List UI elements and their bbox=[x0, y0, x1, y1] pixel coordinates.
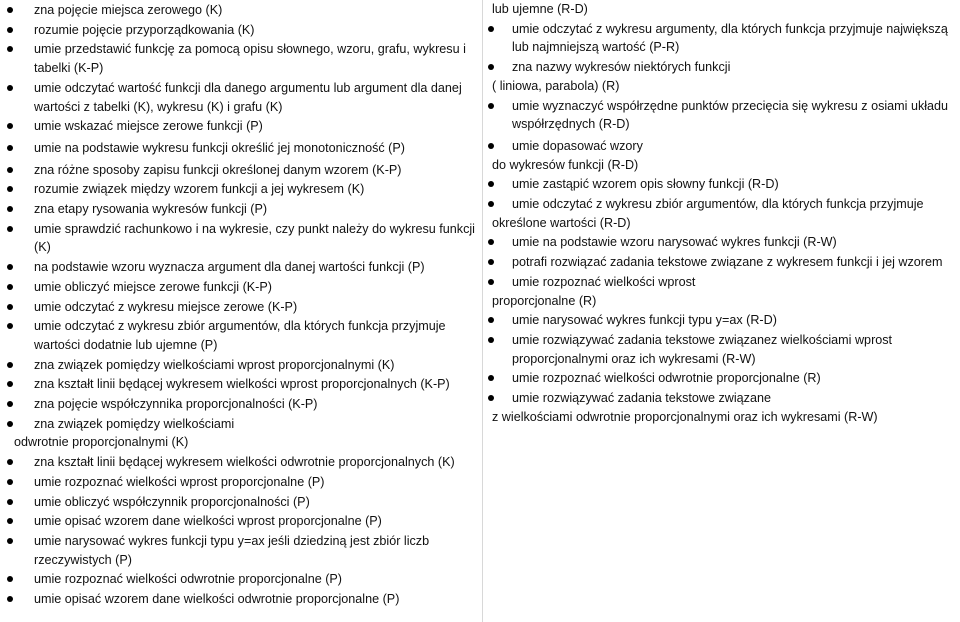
list-item: umie rozwiązywać zadania tekstowe związane bbox=[488, 389, 958, 408]
list-item: zna pojęcie współczynnika proporcjonalności (K-P) bbox=[0, 395, 478, 414]
list-item: umie przedstawić funkcję za pomocą opisu słownego, wzoru, grafu, wykresu i tabelki (K-P) bbox=[0, 40, 478, 77]
list-item-continuation: odwrotnie proporcjonalnymi (K) bbox=[14, 435, 189, 450]
list-item: umie wskazać miejsce zerowe funkcji (P) bbox=[0, 117, 478, 136]
list-item: umie obliczyć współczynnik proporcjonalności (P) bbox=[0, 493, 478, 512]
list-item: zna związek pomiędzy wielkościami bbox=[0, 415, 478, 434]
list-item: zna kształt linii będącej wykresem wielkości odwrotnie proporcjonalnych (K) bbox=[0, 453, 478, 472]
right-requirements-list bbox=[488, 0, 958, 426]
list-item: umie na podstawie wykresu funkcji określić jej monotoniczność (P) bbox=[0, 139, 478, 158]
list-item: zna etapy rysowania wykresów funkcji (P) bbox=[0, 200, 478, 219]
right-column bbox=[488, 0, 958, 426]
list-item-continuation: z wielkościami odwrotnie proporcjonalnymi oraz ich wykresami (R-W) bbox=[492, 409, 878, 424]
list-item: zna kształt linii będącej wykresem wielkości wprost proporcjonalnych (K-P) bbox=[0, 375, 478, 394]
list-item: umie odczytać z wykresu argumenty, dla których funkcja przyjmuje największą lub najmniejszą wartość (P-R) bbox=[488, 20, 958, 57]
list-item: umie obliczyć miejsce zerowe funkcji (K-P) bbox=[0, 278, 478, 297]
list-item: umie odczytać z wykresu miejsce zerowe (K-P) bbox=[0, 298, 478, 317]
list-item-continuation: ( liniowa, parabola) (R) bbox=[492, 78, 620, 93]
list-item: umie narysować wykres funkcji typu y=ax (R-D) bbox=[488, 311, 958, 330]
list-item: umie opisać wzorem dane wielkości odwrotnie proporcjonalne (P) bbox=[0, 590, 478, 609]
list-item: umie odczytać z wykresu zbiór argumentów, dla których funkcja przyjmuje bbox=[488, 195, 958, 214]
list-item: umie zastąpić wzorem opis słowny funkcji (R-D) bbox=[488, 175, 958, 194]
column-divider bbox=[482, 0, 483, 622]
list-item: zna nazwy wykresów niektórych funkcji bbox=[488, 58, 958, 77]
list-item-continuation: lub ujemne (R-D) bbox=[492, 2, 588, 16]
list-item: umie odczytać z wykresu zbiór argumentów, dla których funkcja przyjmuje wartości dodatnie lub ujemne (P) bbox=[0, 317, 478, 354]
list-item: umie rozpoznać wielkości wprost proporcjonalne (P) bbox=[0, 473, 478, 492]
left-requirements-list bbox=[0, 0, 478, 609]
list-item: potrafi rozwiązać zadania tekstowe związane z wykresem funkcji i jej wzorem bbox=[488, 253, 958, 272]
list-item: umie rozwiązywać zadania tekstowe związanez wielkościami wprost proporcjonalnymi oraz ich wykresami (R-W) bbox=[488, 331, 958, 368]
list-item: zna związek pomiędzy wielkościami wprost proporcjonalnymi (K) bbox=[0, 356, 478, 375]
list-item: zna różne sposoby zapisu funkcji określonej danym wzorem (K-P) bbox=[0, 161, 478, 180]
list-item: zna pojęcie miejsca zerowego (K) bbox=[0, 1, 478, 20]
list-item: na podstawie wzoru wyznacza argument dla danej wartości funkcji (P) bbox=[0, 258, 478, 277]
list-item: umie narysować wykres funkcji typu y=ax jeśli dziedziną jest zbiór liczb rzeczywistych (P) bbox=[0, 532, 478, 569]
list-item: umie wyznaczyć współrzędne punktów przecięcia się wykresu z osiami układu współrzędnych (R-D) bbox=[488, 97, 958, 134]
left-column bbox=[0, 0, 478, 609]
list-item: umie rozpoznać wielkości wprost bbox=[488, 273, 958, 292]
list-item: umie sprawdzić rachunkowo i na wykresie, czy punkt należy do wykresu funkcji (K) bbox=[0, 220, 478, 257]
list-item: umie rozpoznać wielkości odwrotnie proporcjonalne (R) bbox=[488, 369, 958, 388]
list-item: umie odczytać wartość funkcji dla danego argumentu lub argument dla danej wartości z tabelki (K), wykresu (K) i grafu (K) bbox=[0, 79, 478, 116]
list-item: rozumie związek między wzorem funkcji a jej wykresem (K) bbox=[0, 180, 478, 199]
list-item: umie dopasować wzory bbox=[488, 137, 958, 156]
list-item: umie opisać wzorem dane wielkości wprost proporcjonalne (P) bbox=[0, 512, 478, 531]
list-item-continuation: proporcjonalne (R) bbox=[492, 293, 597, 308]
list-item: rozumie pojęcie przyporządkowania (K) bbox=[0, 21, 478, 40]
list-item: umie na podstawie wzoru narysować wykres funkcji (R-W) bbox=[488, 233, 958, 252]
list-item: umie rozpoznać wielkości odwrotnie proporcjonalne (P) bbox=[0, 570, 478, 589]
list-item-continuation: określone wartości (R-D) bbox=[492, 215, 631, 230]
list-item-continuation: do wykresów funkcji (R-D) bbox=[492, 157, 639, 172]
